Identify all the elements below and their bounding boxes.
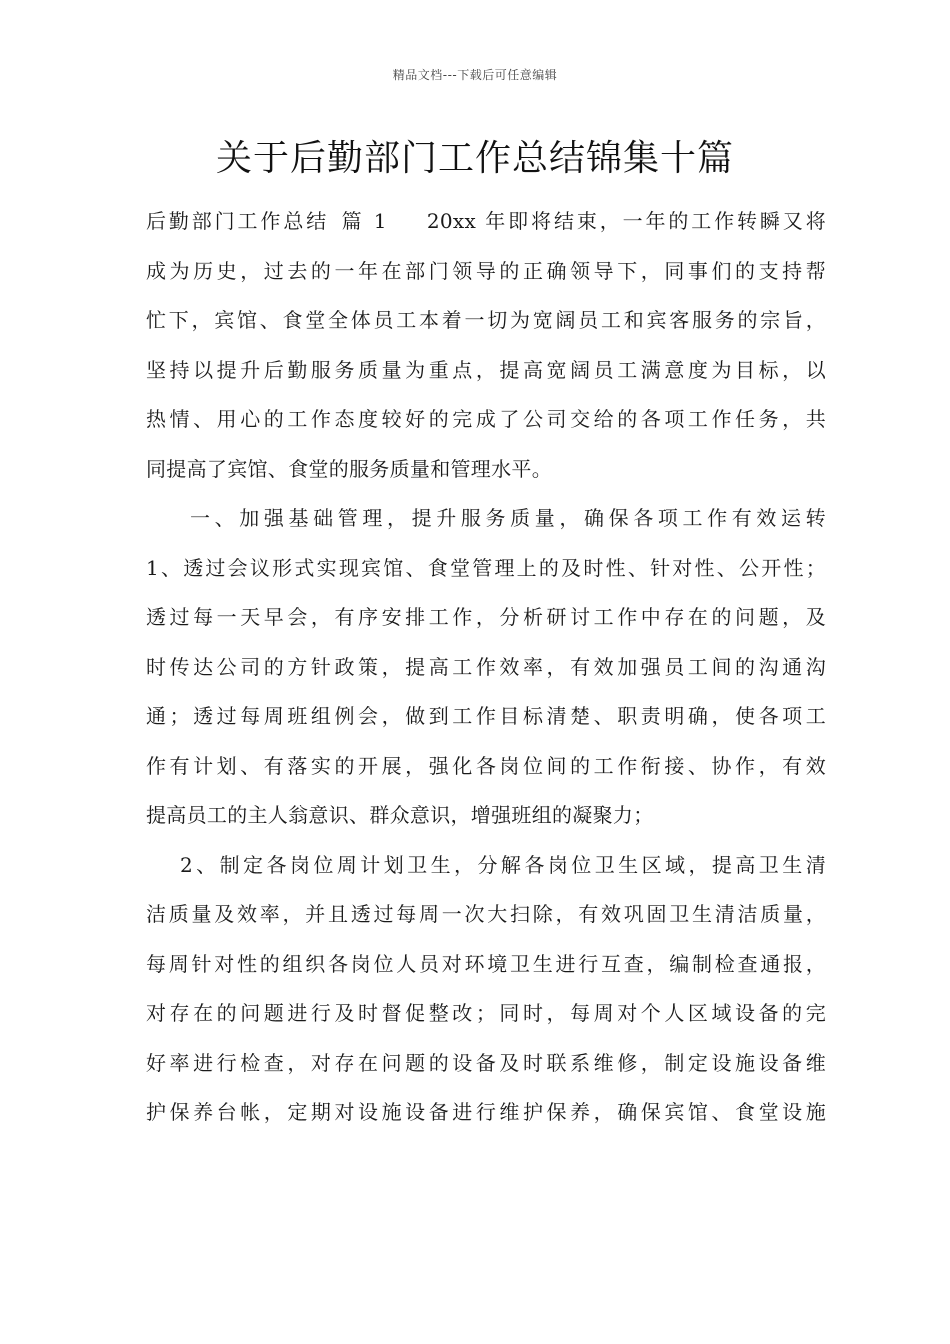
paragraph-line: 成为历史，过去的一年在部门领导的正确领导下，同事们的支持帮	[146, 258, 826, 283]
paragraph-line: 对存在的问题进行及时督促整改；同时，每周对个人区域设备的完	[146, 1001, 826, 1025]
paragraph-line: 提高员工的主人翁意识、群众意识，增强班组的凝聚力；	[146, 803, 654, 827]
paragraph-line: 每周针对性的组织各岗位人员对环境卫生进行互查，编制检查通报，	[146, 951, 826, 976]
paragraph-line	[146, 197, 826, 247]
paragraph-line: 透过每一天早会，有序安排工作，分析研讨工作中存在的问题，及	[146, 605, 826, 629]
paragraph-line: 护保养台帐，定期对设施设备进行维护保养，确保宾馆、食堂设施	[146, 1100, 826, 1124]
paragraph-line: 通；透过每周班组例会，做到工作目标清楚、职责明确，使各项工	[146, 704, 826, 728]
paragraph-line: 时传达公司的方针政策，提高工作效率，有效加强员工间的沟通沟	[146, 654, 826, 679]
paragraph-line: 热情、用心的工作态度较好的完成了公司交给的各项工作任务，共	[146, 407, 826, 431]
paragraph-line: 同提高了宾馆、食堂的服务质量和管理水平。	[146, 456, 552, 481]
section-number: 篇 1	[339, 209, 387, 233]
paragraph-line: 忙下，宾馆、食堂全体员工本着一切为宽阔员工和宾客服务的宗旨，	[146, 308, 826, 332]
paragraph-line: 作有计划、有落实的开展，强化各岗位间的工作衔接、协作，有效	[146, 753, 826, 778]
paragraph-line: 2、制定各岗位周计划卫生，分解各岗位卫生区域，提高卫生清	[180, 852, 826, 877]
paragraph-line: 坚持以提升后勤服务质量为重点，提高宽阔员工满意度为目标，以	[146, 357, 826, 382]
paragraph-line: 洁质量及效率，并且透过每周一次大扫除，有效巩固卫生清洁质量，	[146, 902, 826, 926]
paragraph-line: 1、透过会议形式实现宾馆、食堂管理上的及时性、针对性、公开性；	[146, 555, 826, 580]
document-body	[146, 197, 826, 1138]
paragraph-line: 好率进行检查，对存在问题的设备及时联系维修，制定设施设备维	[146, 1050, 826, 1075]
section-heading: 一、加强基础管理，提升服务质量，确保各项工作有效运转	[190, 506, 826, 530]
section-heading: 后勤部门工作总结	[146, 209, 330, 233]
paragraph-text: 20xx 年即将结束，一年的工作转瞬又将	[426, 209, 826, 233]
header-note: 精品文档---下载后可任意编辑	[392, 68, 558, 82]
document-title: 关于后勤部门工作总结锦集十篇	[215, 138, 734, 179]
